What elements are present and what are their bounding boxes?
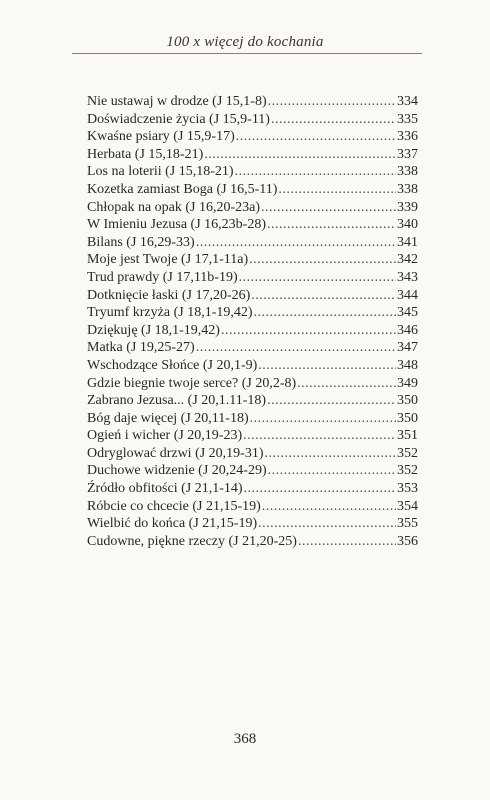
toc-entry-title: Kozetka zamiast Boga (J 16,5-11): [87, 181, 278, 197]
toc-entry-page: 338: [397, 164, 418, 180]
running-header: [0, 0, 490, 56]
toc-entry-page: 351: [397, 428, 418, 444]
toc-dot-leader: [298, 533, 396, 551]
toc-entry-page: 355: [397, 516, 418, 532]
toc-dot-leader: [249, 251, 396, 269]
toc-entry-title: Doświadczenie życia (J 15,9-11): [87, 111, 270, 127]
toc-dot-leader: [278, 181, 396, 199]
toc-entry-title: Moje jest Twoje (J 17,1-11a): [87, 252, 249, 268]
toc-dot-leader: [221, 322, 396, 340]
toc-entry-title: Duchowe widzenie (J 20,24-29): [87, 463, 267, 479]
toc-entry: [87, 515, 418, 533]
toc-dot-leader: [235, 163, 396, 181]
toc-entry-title: Cudowne, piękne rzeczy (J 21,20-25): [87, 533, 297, 549]
toc-entry-page: 336: [397, 129, 418, 145]
toc-entry: [87, 480, 418, 498]
toc-entry-page: 350: [397, 410, 418, 426]
toc-entry-page: 356: [397, 533, 418, 549]
toc-entry: [87, 304, 418, 322]
toc-dot-leader: [236, 128, 396, 146]
toc-dot-leader: [268, 462, 396, 480]
toc-entry-page: 345: [397, 305, 418, 321]
toc-entry: [87, 251, 418, 269]
toc-entry: [87, 533, 418, 551]
toc-dot-leader: [258, 515, 396, 533]
toc-entry: [87, 462, 418, 480]
toc-entry-page: 338: [397, 181, 418, 197]
toc-entry-title: Tryumf krzyża (J 18,1-19,42): [87, 305, 253, 321]
toc-entry: [87, 498, 418, 516]
toc-entry: [87, 375, 418, 393]
toc-entry: [87, 392, 418, 410]
toc-entry-page: 337: [397, 146, 418, 162]
toc-entry: [87, 181, 418, 199]
toc-entry-title: Gdzie biegnie twoje serce? (J 20,2-8): [87, 375, 297, 391]
running-header-title: 100 x więcej do kochania: [166, 34, 324, 50]
toc-entry-title: Zabrano Jezusa... (J 20,1.11-18): [87, 393, 267, 409]
toc-dot-leader: [196, 234, 396, 252]
toc-entry: [87, 93, 418, 111]
toc-entry-title: Herbata (J 15,18-21): [87, 146, 204, 162]
toc-entry: [87, 322, 418, 340]
toc-entry-title: Los na loterii (J 15,18-21): [87, 164, 234, 180]
toc-dot-leader: [271, 111, 396, 129]
toc-dot-leader: [239, 269, 396, 287]
toc-entry-page: 352: [397, 463, 418, 479]
toc-entry-page: 354: [397, 498, 418, 514]
toc-dot-leader: [251, 287, 396, 305]
toc-dot-leader: [250, 410, 396, 428]
toc-entry: [87, 269, 418, 287]
toc-entry: [87, 357, 418, 375]
toc-entry-page: 340: [397, 217, 418, 233]
toc-entry: [87, 163, 418, 181]
toc-entry-page: 334: [397, 94, 418, 109]
toc-entry-title: Wschodzące Słońce (J 20,1-9): [87, 357, 258, 373]
toc-entry-title: Matka (J 19,25-27): [87, 340, 195, 356]
toc-entry-page: 344: [397, 287, 418, 303]
toc-dot-leader: [254, 304, 396, 322]
toc-entry-page: 335: [397, 111, 418, 127]
toc-entry-title: W Imieniu Jezusa (J 16,23b-28): [87, 217, 266, 233]
toc-entry: [87, 128, 418, 146]
toc-entry-page: 349: [397, 375, 418, 391]
toc-dot-leader: [297, 375, 396, 393]
toc-entry: [87, 427, 418, 445]
toc-dot-leader: [265, 445, 396, 463]
toc-entry-title: Trud prawdy (J 17,11b-19): [87, 269, 238, 285]
toc-dot-leader: [244, 480, 396, 498]
toc-entry-page: 341: [397, 234, 418, 250]
toc-dot-leader: [268, 93, 396, 111]
toc-entry: [87, 111, 418, 129]
toc-dot-leader: [204, 146, 396, 164]
toc-dot-leader: [262, 498, 396, 516]
page-number: 368: [233, 731, 257, 747]
toc-entry-title: Chłopak na opak (J 16,20-23a): [87, 199, 261, 215]
toc-entry-title: Bóg daje więcej (J 20,11-18): [87, 410, 249, 426]
toc-entry: [87, 216, 418, 234]
toc-dot-leader: [258, 357, 396, 375]
toc-entry: [87, 287, 418, 305]
toc-entry-page: 350: [397, 393, 418, 409]
toc-entry-title: Źródło obfitości (J 21,1-14): [87, 481, 243, 497]
toc-entry-title: Róbcie co chcecie (J 21,15-19): [87, 498, 261, 514]
toc-dot-leader: [243, 427, 396, 445]
toc-entry-title: Bilans (J 16,29-33): [87, 234, 195, 250]
toc-entry-title: Nie ustawaj w drodze (J 15,1-8): [87, 94, 267, 109]
toc-entry-title: Wielbić do końca (J 21,15-19): [87, 516, 258, 532]
toc-entry: [87, 445, 418, 463]
header-rule: [72, 53, 422, 54]
toc-entry-page: 339: [397, 199, 418, 215]
toc-entry-page: 348: [397, 357, 418, 373]
toc-entry-page: 347: [397, 340, 418, 356]
toc-entry-title: Ogień i wicher (J 20,19-23): [87, 428, 243, 444]
toc-entry-title: Dotknięcie łaski (J 17,20-26): [87, 287, 251, 303]
toc-entry-page: 352: [397, 445, 418, 461]
toc-entry-title: Kwaśne psiary (J 15,9-17): [87, 129, 235, 145]
toc-entry: [87, 199, 418, 217]
toc-entry: [87, 410, 418, 428]
toc-dot-leader: [261, 199, 396, 217]
toc-entry: [87, 339, 418, 357]
toc-dot-leader: [267, 216, 396, 234]
toc-entry-title: Odryglować drzwi (J 20,19-31): [87, 445, 264, 461]
toc-dot-leader: [196, 339, 396, 357]
toc-entry: [87, 234, 418, 252]
toc-entry: [87, 146, 418, 164]
toc-entry-page: 346: [397, 322, 418, 338]
toc-entry-page: 342: [397, 252, 418, 268]
table-of-contents: [87, 93, 418, 550]
toc-dot-leader: [267, 392, 396, 410]
toc-entry-title: Dziękuję (J 18,1-19,42): [87, 322, 220, 338]
toc-entry-page: 353: [397, 481, 418, 497]
toc-entry-page: 343: [397, 269, 418, 285]
